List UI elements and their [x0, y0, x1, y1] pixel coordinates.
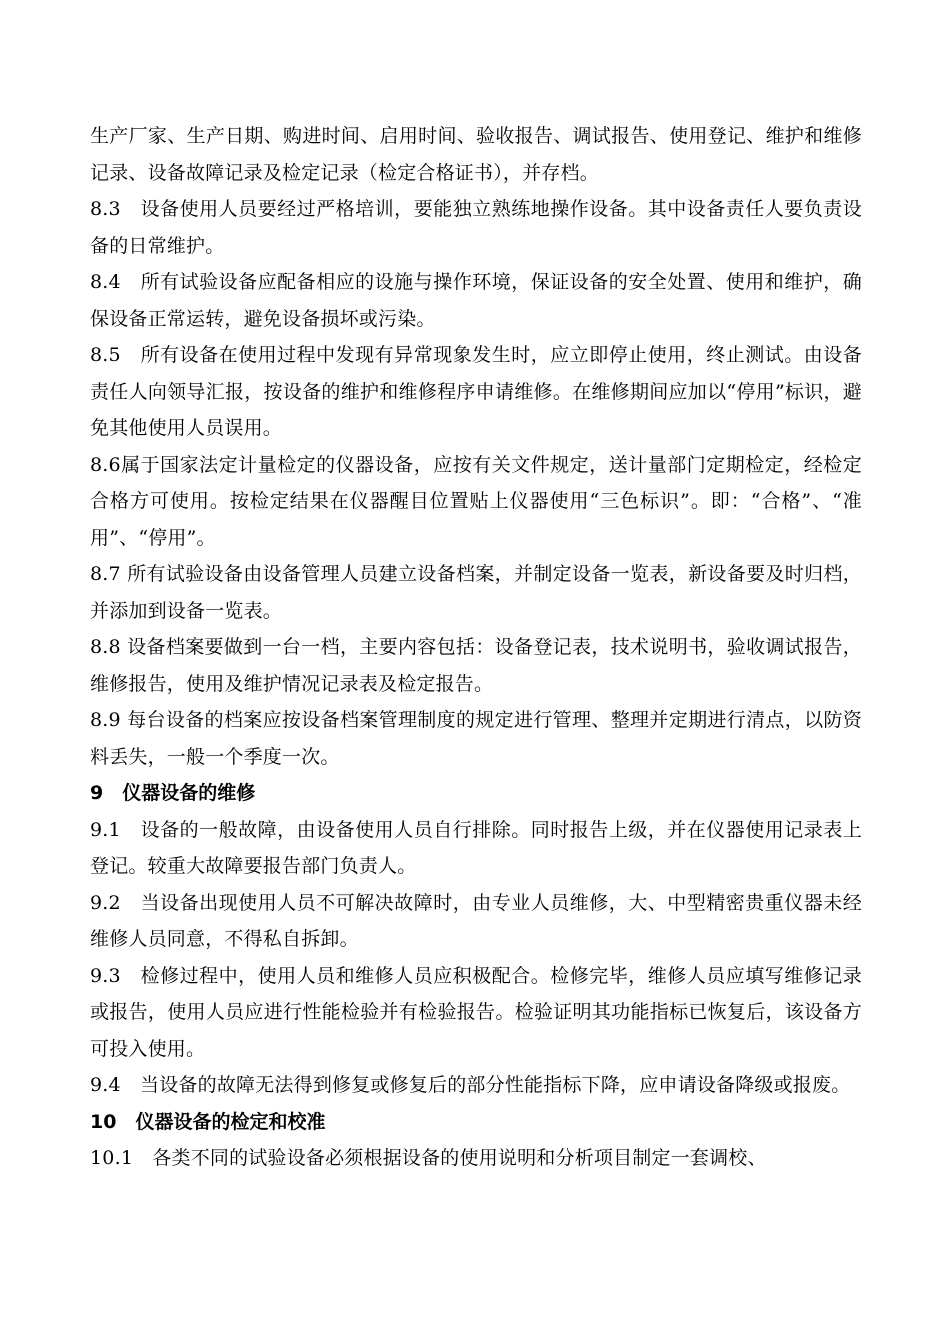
paragraph-8-6: 8.6属于国家法定计量检定的仪器设备，应按有关文件规定，送计量部门定期检定，经检定合格方可使用。按检定结果在仪器醒目位置贴上仪器使用“三色标识”。即：“合格”、“准用”、“停用”。 — [90, 453, 862, 549]
paragraph-9-1: 9.1 设备的一般故障，由设备使用人员自行排除。同时报告上级，并在仪器使用记录表上登记。较重大故障要报告部门负责人。 — [90, 818, 862, 877]
paragraph-archive-contents: 生产厂家、生产日期、购进时间、启用时间、验收报告、调试报告、使用登记、维护和维修记录、设备故障记录及检定记录（检定合格证书），并存档。 — [90, 125, 862, 184]
section-heading-9: 9 仪器设备的维修 — [90, 782, 256, 804]
paragraph-8-4: 8.4 所有试验设备应配备相应的设施与操作环境，保证设备的安全处置、使用和维护，确保设备正常运转，避免设备损坏或污染。 — [90, 271, 862, 330]
paragraph-10-1: 10.1 各类不同的试验设备必须根据设备的使用说明和分析项目制定一套调校、 — [90, 1147, 767, 1169]
paragraph-8-8: 8.8 设备档案要做到一台一档，主要内容包括：设备登记表，技术说明书，验收调试报告，维修报告，使用及维护情况记录表及检定报告。 — [90, 636, 862, 695]
paragraph-9-2: 9.2 当设备出现使用人员不可解决故障时，由专业人员维修，大、中型精密贵重仪器未经维修人员同意，不得私自拆卸。 — [90, 891, 862, 950]
document-body — [90, 118, 862, 1177]
paragraph-9-4: 9.4 当设备的故障无法得到修复或修复后的部分性能指标下降，应申请设备降级或报废。 — [90, 1074, 851, 1096]
paragraph-9-3: 9.3 检修过程中，使用人员和维修人员应积极配合。检修完毕，维修人员应填写维修记录或报告，使用人员应进行性能检验并有检验报告。检验证明其功能指标已恢复后，该设备方可投入使用。 — [90, 964, 862, 1060]
paragraph-8-7: 8.7 所有试验设备由设备管理人员建立设备档案，并制定设备一览表，新设备要及时归档，并添加到设备一览表。 — [90, 563, 862, 622]
paragraph-8-5: 8.5 所有设备在使用过程中发现有异常现象发生时，应立即停止使用，终止测试。由设备责任人向领导汇报，按设备的维护和维修程序申请维修。在维修期间应加以“停用”标识，避免其他使用人员误用。 — [90, 344, 862, 439]
section-heading-10: 10 仪器设备的检定和校准 — [90, 1110, 326, 1133]
paragraph-8-9: 8.9 每台设备的档案应按设备档案管理制度的规定进行管理、整理并定期进行清点，以防资料丢失，一般一个季度一次。 — [90, 709, 862, 768]
paragraph-8-3: 8.3 设备使用人员要经过严格培训，要能独立熟练地操作设备。其中设备责任人要负责设备的日常维护。 — [90, 198, 862, 257]
